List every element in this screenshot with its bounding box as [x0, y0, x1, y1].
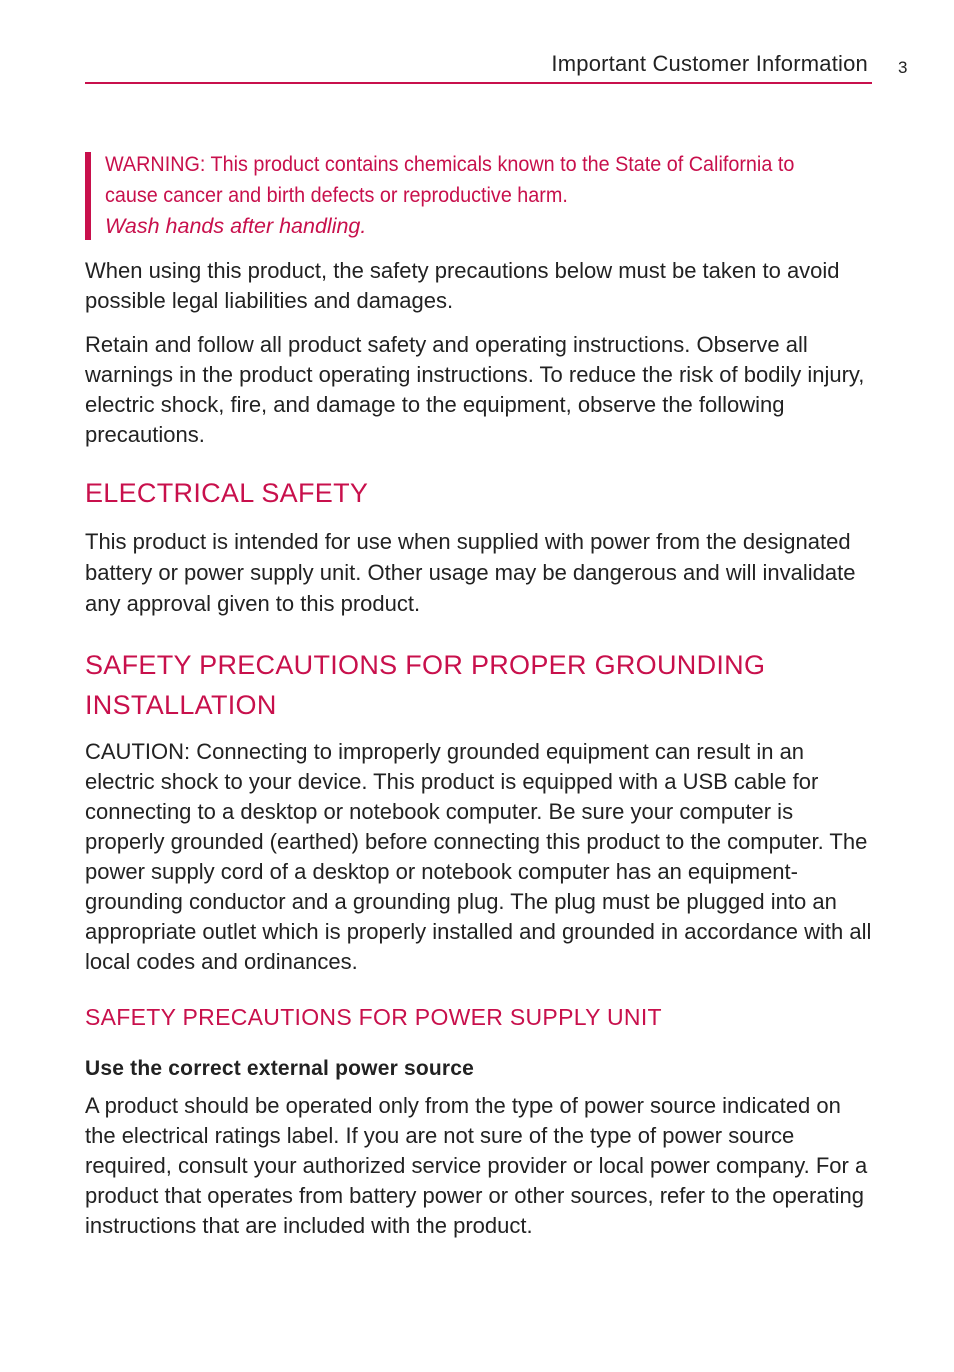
grounding-heading	[85, 645, 875, 725]
electrical-safety-heading: ELECTRICAL SAFETY	[85, 478, 369, 508]
grounding-body: CAUTION: Connecting to improperly grounded equipment can result in an electric shock to your device. This product is equipped with a USB cable for connecting to a desktop or notebook computer. Be sure your computer is properly grounded (earthed) before connecting this product to the computer. The power supply cord of a desktop or notebook computer has an equipment-grounding conductor and a grounding plug. The plug must be plugged into an appropriate outlet which is properly installed and grounded in accordance with all local codes and ordinances.	[85, 739, 872, 974]
electrical-safety-body: This product is intended for use when supplied with power from the designated battery or power supply unit. Other usage may be dangerous and will invalidate any approval given to this product.	[85, 529, 856, 616]
power-source-subheading: Use the correct external power source	[85, 1057, 475, 1080]
warning-box	[85, 149, 875, 239]
power-supply-heading: SAFETY PRECAUTIONS FOR POWER SUPPLY UNIT	[85, 1004, 662, 1030]
header-title: Important Customer Information	[551, 51, 868, 76]
page-number: 3	[898, 58, 908, 77]
grounding-heading-line-1: SAFETY PRECAUTIONS FOR PROPER GROUNDING	[85, 650, 766, 680]
warning-message: : This product contains chemicals known to the State of California to cause cancer and birth defects or reproductive harm.	[105, 152, 795, 207]
grounding-heading-line-2: INSTALLATION	[85, 690, 277, 720]
warning-accent-bar	[85, 152, 91, 240]
warning-italic-note: Wash hands after handling.	[105, 214, 367, 238]
page-header	[85, 48, 872, 84]
warning-text	[105, 149, 823, 211]
intro-paragraph-2: Retain and follow all product safety and operating instructions. Observe all warnings in the product operating instructions. To reduce the risk of bodily injury, electric shock, fire, and damage to the equipment, observe the following precautions.	[85, 332, 865, 447]
intro-paragraph-1: When using this product, the safety precautions below must be taken to avoid possible legal liabilities and damages.	[85, 258, 840, 313]
power-supply-body: A product should be operated only from the type of power source indicated on the electrical ratings label. If you are not sure of the type of power source required, consult your authorized service provider or local power company. For a product that operates from battery power or other sources, refer to the operating instructions that are included with the product.	[85, 1093, 868, 1238]
warning-label: WARNING	[105, 152, 200, 176]
